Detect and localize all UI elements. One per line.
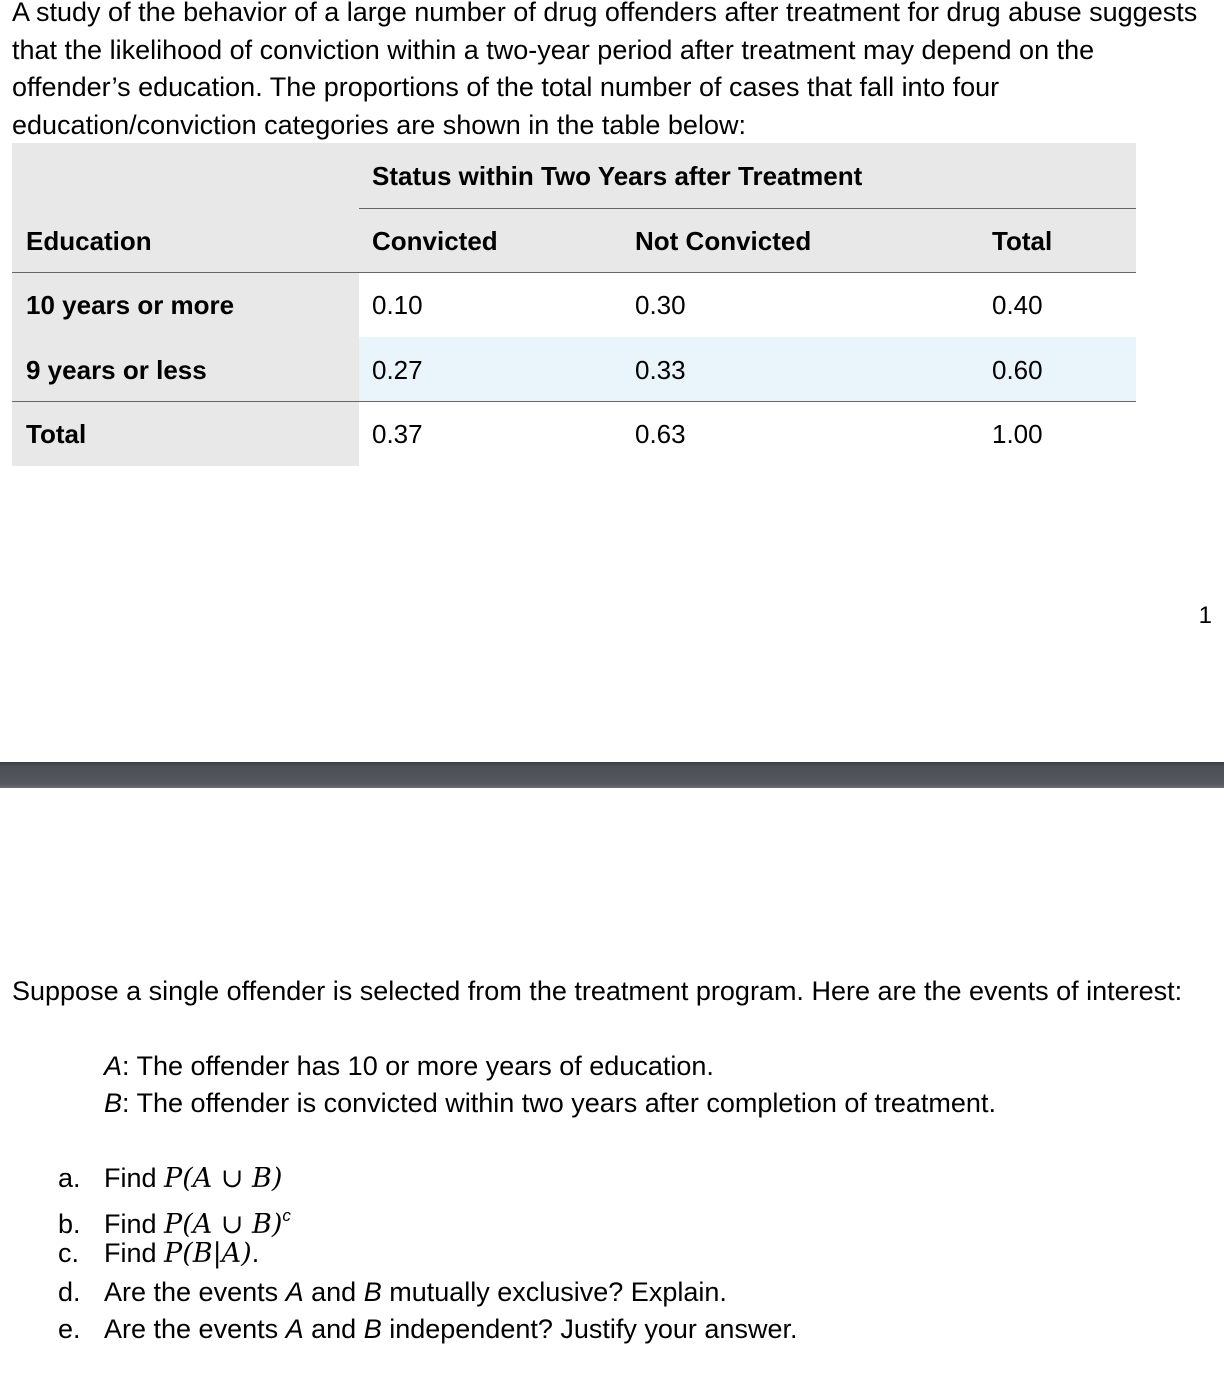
header-education: Education [26,226,152,256]
event-ref-b: B [363,1277,382,1307]
event-b [104,1085,996,1122]
event-ref-a: A [285,1277,304,1307]
question-text: and [303,1277,364,1307]
question-prefix: Find [104,1163,165,1193]
row-label: 10 years or more [26,290,235,320]
page-divider [0,762,1224,788]
complement-superscript: c [282,1206,291,1225]
question-c [58,1235,259,1272]
question-a [58,1160,282,1197]
page-2 [0,788,1224,1374]
cell-total: 0.60 [992,355,1043,385]
question-text: Are the events [104,1314,286,1344]
event-name: A [104,1051,123,1081]
question-text: mutually exclusive? Explain. [381,1277,727,1307]
question-text: independent? Justify your answer. [381,1314,798,1344]
cell-convicted: 0.27 [372,355,423,385]
cell-not-convicted: 0.30 [635,290,686,320]
row-label: Total [26,419,87,449]
cell-convicted: 0.37 [372,419,423,449]
cell-not-convicted: 0.63 [635,419,686,449]
question-text: and [303,1314,364,1344]
math-expression: P(B|A) [164,1238,252,1269]
selection-paragraph: Suppose a single offender is selected from the treatment program. Here are the events of interest: [12,976,1183,1006]
cell-not-convicted: 0.33 [635,355,686,385]
question-letter: e. [58,1314,81,1344]
header-total: Total [992,226,1053,256]
math-expression: P(A ∪ B) [164,1209,283,1240]
event-a [104,1048,714,1085]
event-text: : The offender has 10 or more years of education. [122,1051,714,1081]
cell-total: 1.00 [992,419,1043,449]
total-rule [12,401,1136,402]
question-letter: a. [58,1163,81,1193]
education-conviction-table [12,143,1136,466]
event-ref-a: A [285,1314,304,1344]
header-rule [12,272,1136,273]
page-number: 1 [1198,602,1212,629]
super-header: Status within Two Years after Treatment [372,161,863,191]
super-header-rule [359,208,1136,209]
header-convicted: Convicted [372,226,498,256]
math-expression: P(A ∪ B) [164,1163,283,1194]
question-prefix: Find [104,1209,165,1239]
question-suffix: . [251,1238,260,1268]
event-text: : The offender is convicted within two years after completion of treatment. [122,1088,996,1118]
row-label: 9 years or less [26,355,207,385]
question-d [58,1274,727,1311]
question-letter: d. [58,1277,81,1307]
event-ref-b: B [363,1314,382,1344]
question-letter: b. [58,1209,81,1239]
question-text: Are the events [104,1277,286,1307]
table-colheader-shade [12,209,1136,273]
intro-paragraph: A study of the behavior of a large number of drug offenders after treatment for drug abuse suggests that the likelihood of conviction within a two-year period after treatment may depend on the offender’s education. The proportions of the total number of cases that fall into four education/conviction categories are shown in the table below: [12,0,1198,140]
cell-convicted: 0.10 [372,290,423,320]
question-letter: c. [58,1238,80,1268]
header-not-convicted: Not Convicted [635,226,812,256]
event-name: B [104,1088,123,1118]
question-prefix: Find [104,1238,165,1268]
question-e [58,1311,797,1348]
cell-total: 0.40 [992,290,1043,320]
